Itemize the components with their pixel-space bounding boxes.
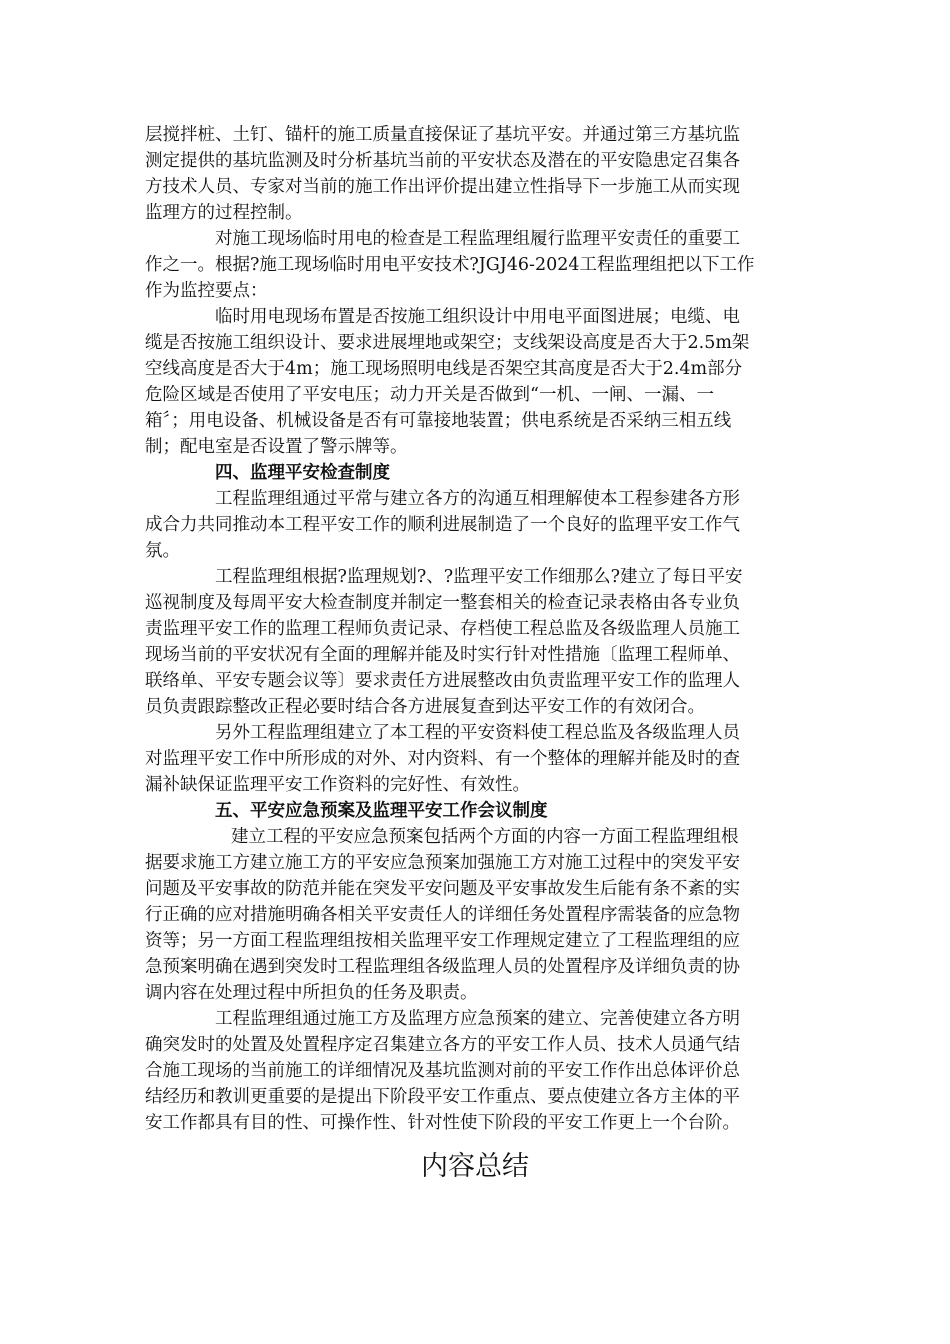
text-line: 对施工现场临时用电的检查是工程监理组履行监理平安责任的重要工 [215, 229, 740, 249]
text-line: 资等；另一方面工程监理组按相关监理平安工作理规定建立了工程监理组的应 [145, 931, 740, 951]
text-line: 责监理平安工作的监理工程师负责记录、存档使工程总监及各级监理人员施工 [145, 619, 740, 639]
text-line: 成合力共同推动本工程平安工作的顺利进展制造了一个良好的监理平安工作气 [145, 515, 740, 535]
text-line: 结经历和教训更重要的是提出下阶段平安工作重点、要点使建立各方主体的平 [145, 1087, 740, 1107]
text-line: 另外工程监理组建立了本工程的平安资料使工程总监及各级监理人员 [215, 723, 740, 743]
text-line: 员负责跟踪整改正程必要时结合各方进展复查到达平安工作的有效闭合。 [145, 697, 705, 717]
text-line: 据要求施工方建立施工方的平安应急预案加强施工方对施工过程中的突发平安 [145, 853, 740, 873]
text-line: 作之一。根据?施工现场临时用电平安技术?JGJ46-2024工程监理组把以下工作 [145, 255, 755, 275]
text-line: 氛。 [145, 541, 180, 561]
document-body [145, 122, 810, 1136]
text-line: 建立工程的平安应急预案包括两个方面的内容一方面工程监理组根 [231, 827, 739, 847]
text-line: 制；配电室是否设置了警示牌等。 [145, 437, 408, 457]
text-line: 监理方的过程控制。 [145, 203, 303, 223]
text-line: 临时用电现场布置是否按施工组织设计中用电平面图进展；电缆、电 [215, 307, 740, 327]
text-line: 现场当前的平安状况有全面的理解并能及时实行针对性措施〔监理工程师单、 [145, 645, 740, 665]
text-line: 层搅拌桩、土钉、锚杆的施工质量直接保证了基坑平安。并通过第三方基坑监 [145, 125, 740, 145]
text-line: 工程监理组通过施工方及监理方应急预案的建立、完善使建立各方明 [215, 1009, 740, 1029]
text-line: 危险区域是否使用了平安电压；动力开关是否做到“一机、一闸、一漏、一 [145, 385, 714, 405]
text-line: 急预案明确在遇到突发时工程监理组各级监理人员的处置程序及详细负责的协 [145, 957, 740, 977]
text-line: 联络单、平安专题会议等〕要求责任方进展整改由负责监理平安工作的监理人 [145, 671, 740, 691]
text-line: 空线高度是否大于4m；施工现场照明电线是否架空其高度是否大于2.4m部分 [145, 359, 743, 379]
text-line: 安工作都具有目的性、可操作性、针对性使下阶段的平安工作更上一个台阶。 [145, 1113, 740, 1133]
text-line: 工程监理组通过平常与建立各方的沟通互相理解使本工程参建各方形 [215, 489, 740, 509]
summary-title: 内容总结 [421, 1151, 529, 1182]
text-line: 合施工现场的当前施工的详细情况及基坑监测对前的平安工作作出总体评价总 [145, 1061, 740, 1081]
text-line: 调内容在处理过程中所担负的任务及职责。 [145, 983, 478, 1003]
section-heading: 四、监理平安检查制度 [215, 463, 390, 483]
section-heading: 五、平安应急预案及监理平安工作会议制度 [215, 801, 548, 821]
text-line: 对监理平安工作中所形成的对外、对内资料、有一个整体的理解并能及时的查 [145, 749, 740, 769]
text-line: 问题及平安事故的防范并能在突发平安问题及平安事故发生后能有条不紊的实 [145, 879, 740, 899]
text-line: 缆是否按施工组织设计、要求进展埋地或架空；支线架设高度是否大于2.5m架 [145, 333, 750, 353]
text-line: 测定提供的基坑监测及时分析基坑当前的平安状态及潜在的平安隐患定召集各 [145, 151, 740, 171]
text-line: 箱〞；用电设备、机械设备是否有可靠接地装置；供电系统是否采纳三相五线 [145, 411, 732, 431]
text-line: 工程监理组根据?监理规划?、?监理平安工作细那么?建立了每日平安 [215, 567, 743, 587]
text-line: 确突发时的处置及处置程序定召集建立各方的平安工作人员、技术人员通气结 [145, 1035, 740, 1055]
text-line: 巡视制度及每周平安大检查制度并制定一整套相关的检查记录表格由各专业负 [145, 593, 740, 613]
text-line: 作为监控要点： [145, 281, 268, 301]
text-line: 行正确的应对措施明确各相关平安责任人的详细任务处置程序需装备的应急物 [145, 905, 740, 925]
text-line: 漏补缺保证监理平安工作资料的完好性、有效性。 [145, 775, 530, 795]
text-line: 方技术人员、专家对当前的施工作出评价提出建立性指导下一步施工从而实现 [145, 177, 740, 197]
